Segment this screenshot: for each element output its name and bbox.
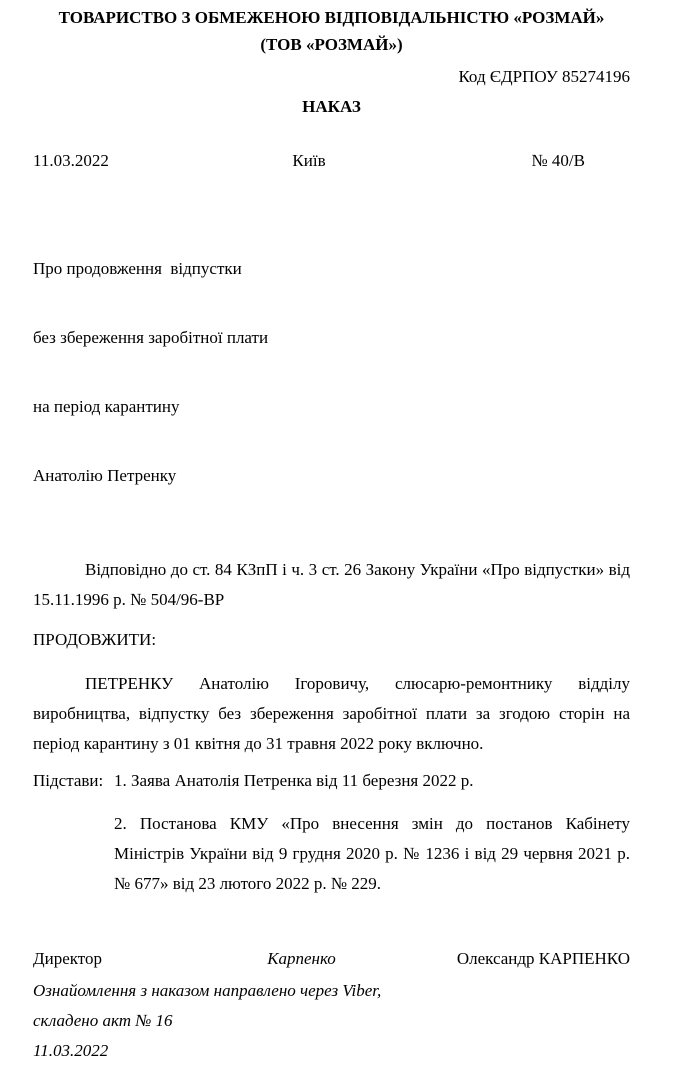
- order-paragraph: ПЕТРЕНКУ Анатолію Ігоровичу, слюсарю-ремонтнику відділу виробництва, відпустку без збереження заробітної плати за згодою сторін на період карантину з 01 квітня до 31 травня 2022 року включно.: [33, 674, 630, 753]
- edrpou-code: Код ЄДРПОУ 85274196: [458, 67, 630, 86]
- signature-full-name: Олександр КАРПЕНКО: [456, 949, 630, 968]
- subject-line: на період карантину: [33, 397, 180, 416]
- note-line: складено акт № 16: [33, 1011, 173, 1030]
- grounds-label: Підстави:: [33, 771, 104, 790]
- doc-date: 11.03.2022: [33, 151, 109, 170]
- subject-line: Про продовження відпустки: [33, 259, 242, 278]
- legal-basis-paragraph: Відповідно до ст. 84 КЗпП і ч. 3 ст. 26 Закону України «Про відпустки» від 15.11.1996 р. № 504/96-ВР: [33, 560, 630, 609]
- notes-block: [33, 976, 630, 1066]
- doc-type-title: НАКАЗ: [302, 97, 361, 116]
- note-line: 11.03.2022: [33, 1041, 109, 1060]
- directive-keyword: ПРОДОВЖИТИ:: [33, 630, 157, 649]
- ground-item: 1. Заява Анатолія Петренка від 11 березня 2022 р.: [114, 771, 474, 790]
- doc-number: № 40/В: [531, 151, 585, 170]
- document-page: [33, 4, 630, 1066]
- grounds-list: [114, 766, 630, 899]
- grounds-section: [33, 766, 630, 899]
- subject-block: [33, 211, 630, 533]
- signature-position: Директор: [33, 949, 102, 968]
- company-name: ТОВАРИСТВО З ОБМЕЖЕНОЮ ВІДПОВІДАЛЬНІСТЮ «РОЗМАЙ»: [58, 8, 605, 27]
- date-row: [33, 147, 630, 174]
- doc-city: Київ: [292, 151, 326, 170]
- ground-item: 2. Постанова КМУ «Про внесення змін до постанов Кабінету Міністрів України від 9 грудня 2020 р. № 1236 і від 29 червня 2021 р. № 677» від 23 лютого 2022 р. № 229.: [114, 814, 630, 893]
- subject-line: без збереження заробітної плати: [33, 328, 269, 347]
- subject-line: Анатолію Петренку: [33, 466, 177, 485]
- note-line: Ознайомлення з наказом направлено через Viber,: [33, 981, 382, 1000]
- signature-autograph: Карпенко: [267, 949, 336, 968]
- signature-row: [33, 944, 630, 974]
- company-short-name: (ТОВ «РОЗМАЙ»): [260, 35, 403, 54]
